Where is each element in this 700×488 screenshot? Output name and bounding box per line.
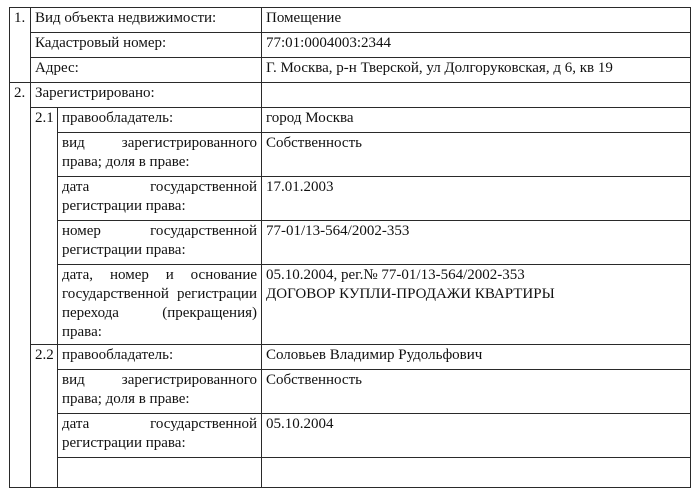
holder-label: правообладатель: [58, 345, 262, 370]
holder-value: город Москва [262, 108, 691, 133]
registration-number-value: 77-01/13-564/2002-353 [262, 221, 691, 265]
transfer-basis-line-1: 05.10.2004, рег.№ 77-01/13-564/2002-353 [266, 267, 525, 283]
table-row [10, 414, 691, 458]
table-row [10, 370, 691, 414]
holder-number: 2.1 [31, 108, 58, 345]
right-type-label: вид зарегистрированного права; доля в праве: [58, 370, 262, 414]
registry-extract [9, 7, 691, 488]
registered-label: Зарегистрировано: [31, 83, 262, 108]
address-label: Адрес: [31, 58, 262, 83]
registered-value [262, 83, 691, 108]
table-row [10, 177, 691, 221]
table-row [10, 83, 691, 108]
holder-label: правообладатель: [58, 108, 262, 133]
registration-date-value: 17.01.2003 [262, 177, 691, 221]
section-number: 2. [10, 83, 31, 488]
transfer-basis-label: дата, номер и основание государственной регистрации перехода (прекращения) права: [58, 265, 262, 345]
table-row [10, 133, 691, 177]
registry-table [9, 7, 691, 488]
address-value: Г. Москва, р-н Тверской, ул Долгоруковская, д 6, кв 19 [262, 58, 691, 83]
table-row [10, 33, 691, 58]
holder-value: Соловьев Владимир Рудольфович [262, 345, 691, 370]
transfer-basis-line-2: ДОГОВОР КУПЛИ-ПРОДАЖИ КВАРТИРЫ [266, 286, 555, 302]
table-row [10, 345, 691, 370]
object-type-value: Помещение [262, 8, 691, 33]
right-type-value: Собственность [262, 133, 691, 177]
empty-cell [262, 458, 691, 488]
table-row [10, 221, 691, 265]
cadastral-number-value: 77:01:0004003:2344 [262, 33, 691, 58]
registration-date-label: дата государственной регистрации права: [58, 177, 262, 221]
holder-number: 2.2 [31, 345, 58, 488]
cadastral-number-label: Кадастровый номер: [31, 33, 262, 58]
object-type-label: Вид объекта недвижимости: [31, 8, 262, 33]
transfer-basis-value [262, 265, 691, 345]
registration-date-label: дата государственной регистрации права: [58, 414, 262, 458]
table-row [10, 265, 691, 345]
table-row [10, 458, 691, 488]
table-row [10, 108, 691, 133]
right-type-value: Собственность [262, 370, 691, 414]
empty-cell [58, 458, 262, 488]
registration-number-label: номер государственной регистрации права: [58, 221, 262, 265]
table-row [10, 58, 691, 83]
right-type-label: вид зарегистрированного права; доля в праве: [58, 133, 262, 177]
table-row [10, 8, 691, 33]
registration-date-value: 05.10.2004 [262, 414, 691, 458]
section-number: 1. [10, 8, 31, 83]
